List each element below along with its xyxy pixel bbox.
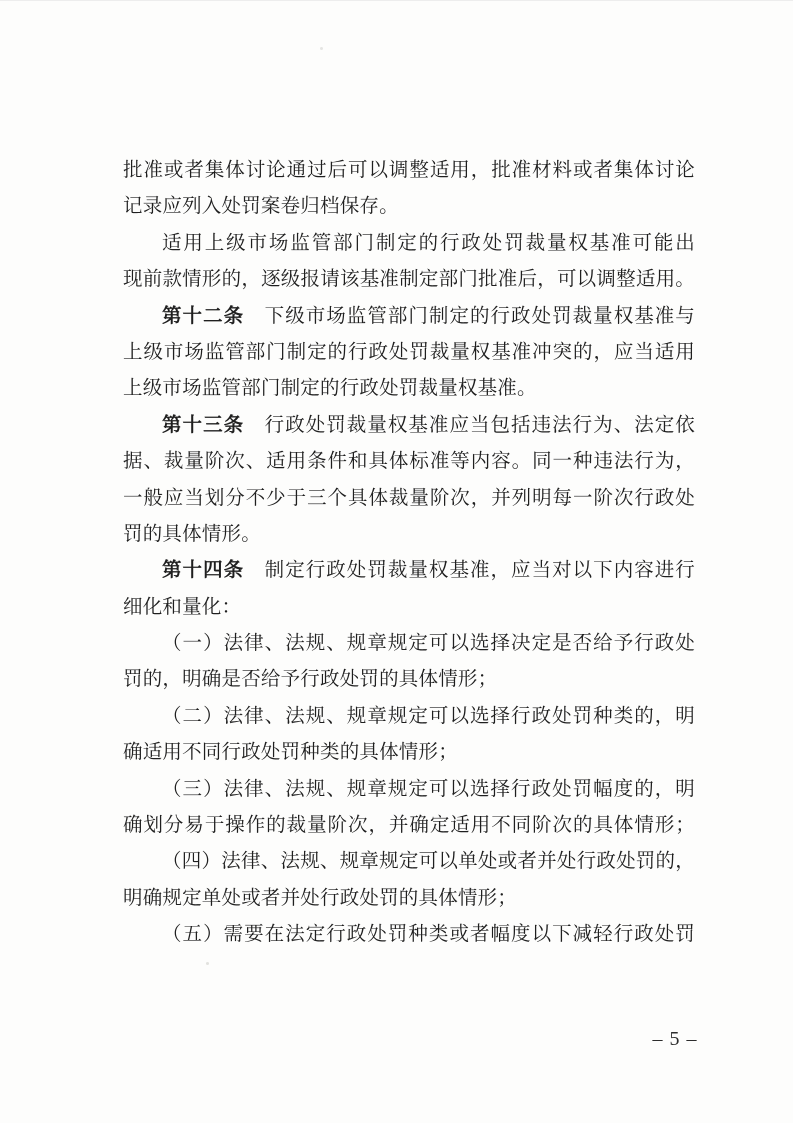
line-text: 确适用不同行政处罚种类的具体情形； [123,742,458,764]
text-line [123,844,695,880]
text-line [123,444,695,480]
text-line [123,189,695,225]
line-text: 适用上级市场监管部门制定的行政处罚裁量权基准可能出 [162,232,695,254]
line-text: 下级市场监管部门制定的行政处罚裁量权基准与 [244,305,695,327]
line-text: （三）法律、法规、规章规定可以选择行政处罚幅度的，明 [162,778,695,800]
text-line [123,735,695,771]
article-heading: 第十三条 [162,414,245,436]
text-line [123,772,695,808]
line-text: 确划分易于操作的裁量阶次，并确定适用不同阶次的具体情形； [123,815,695,837]
text-line [123,262,695,298]
line-text: 罚的，明确是否给予行政处罚的具体情形； [123,669,498,691]
line-text: 据、裁量阶次、适用条件和具体标准等内容。同一种违法行为， [123,451,695,473]
text-line [123,153,695,189]
line-text: 上级市场监管部门制定的行政处罚裁量权基准。 [123,378,537,400]
line-text: 罚的具体情形。 [123,523,261,545]
line-text: 行政处罚裁量权基准应当包括违法行为、法定依 [244,414,695,436]
text-line [123,371,695,407]
page-number: – 5 – [652,1028,698,1050]
text-line [123,299,695,335]
text-line [123,226,695,262]
line-text: 明确规定单处或者并处行政处罚的具体情形； [123,887,518,909]
line-text: 现前款情形的，逐级报请该基准制定部门批准后，可以调整适用。 [123,269,695,291]
text-line [123,917,695,953]
text-line [123,662,695,698]
scan-speck [320,47,323,50]
line-text: （二）法律、法规、规章规定可以选择行政处罚种类的，明 [162,705,695,727]
document-body [123,153,695,954]
line-text: 一般应当划分不少于三个具体裁量阶次，并列明每一阶次行政处 [123,487,695,509]
line-text: （一）法律、法规、规章规定可以选择决定是否给予行政处 [162,633,695,655]
text-line [123,408,695,444]
article-heading: 第十四条 [162,560,245,582]
scan-speck [206,962,209,965]
text-line [123,335,695,371]
line-text: 记录应列入处罚案卷归档保存。 [123,196,399,218]
text-line [123,626,695,662]
article-heading: 第十二条 [162,305,245,327]
line-text: （五）需要在法定行政处罚种类或者幅度以下减轻行政处罚 [162,924,695,946]
text-line [123,481,695,517]
text-line [123,808,695,844]
line-text: 细化和量化： [123,596,242,618]
text-line [123,553,695,589]
line-text: 制定行政处罚裁量权基准，应当对以下内容进行 [244,560,695,582]
text-line [123,881,695,917]
line-text: 批准或者集体讨论通过后可以调整适用，批准材料或者集体讨论 [123,160,695,181]
text-line [123,590,695,626]
line-text: （四）法律、法规、规章规定可以单处或者并处行政处罚的， [162,851,695,873]
text-line [123,699,695,735]
line-text: 上级市场监管部门制定的行政处罚裁量权基准冲突的，应当适用 [123,341,695,363]
text-line [123,517,695,553]
